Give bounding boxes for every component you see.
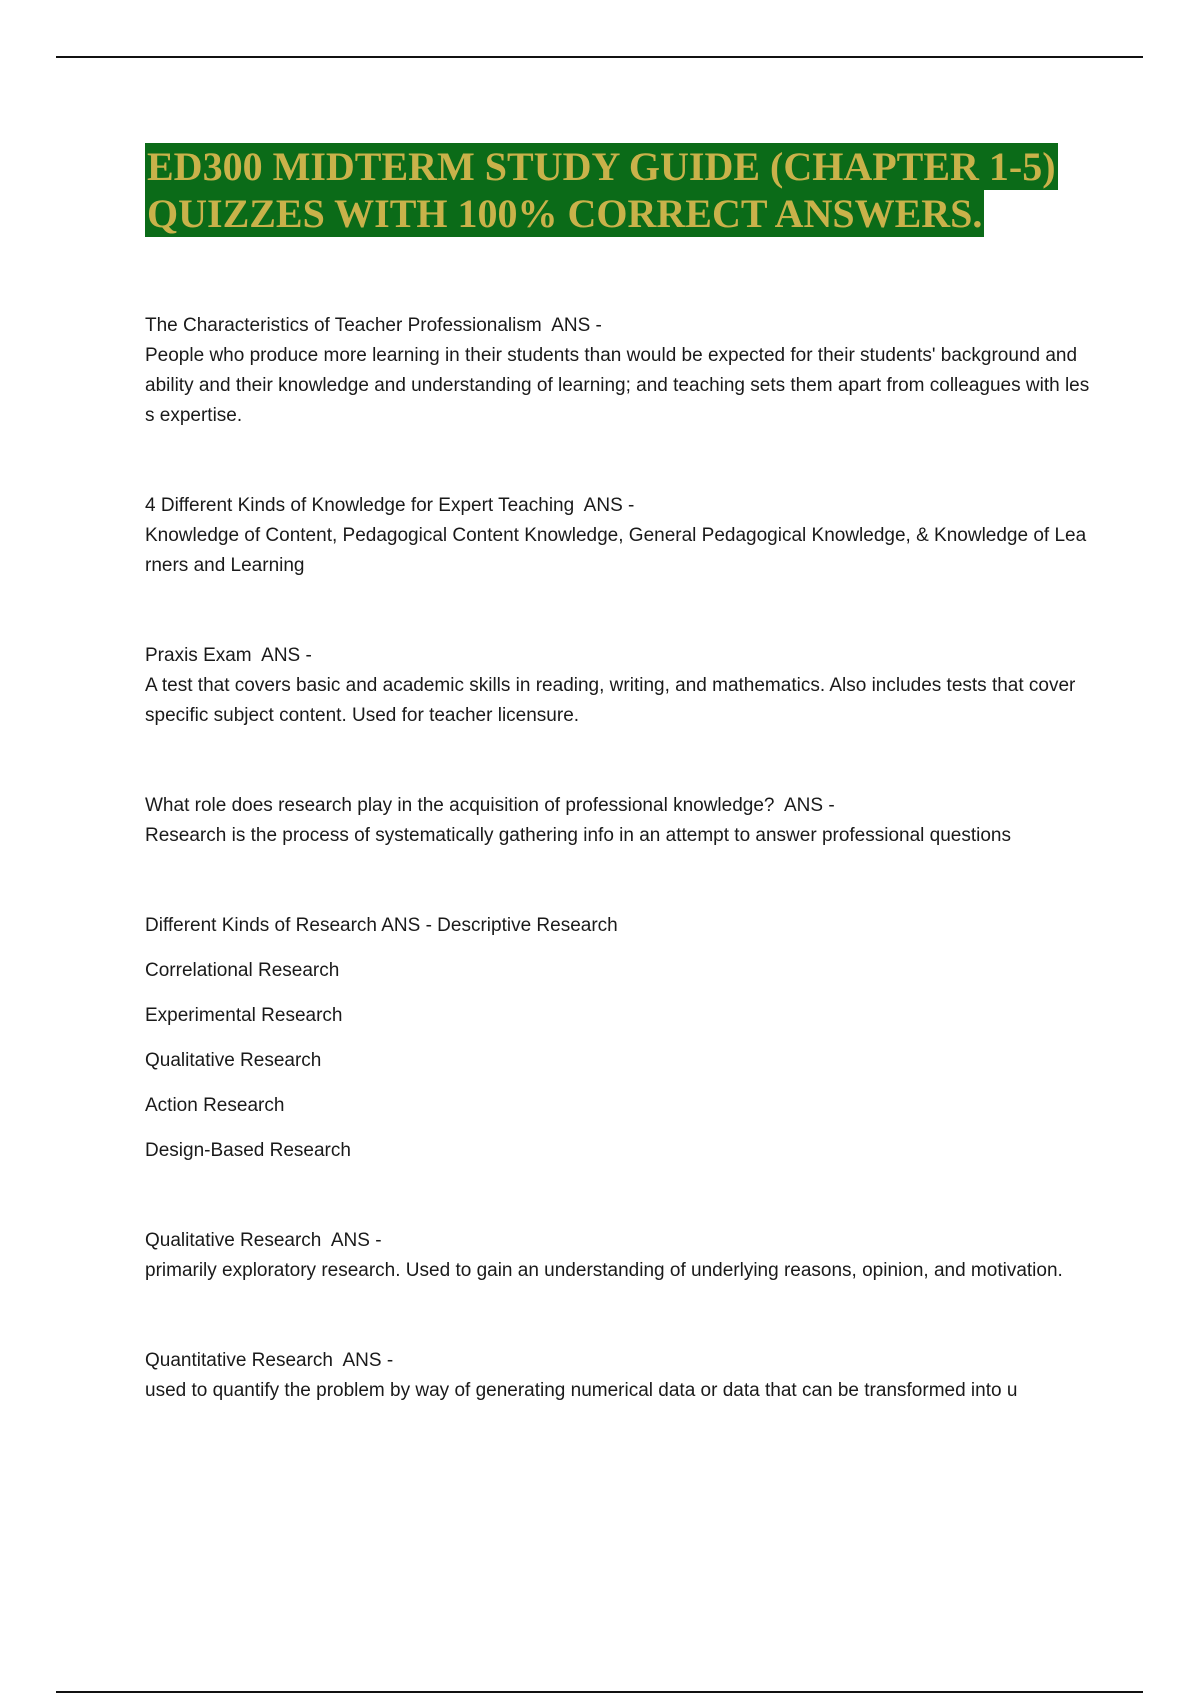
qa-entry [145,1226,1090,1286]
qa-entry [145,791,1090,851]
qa-entry [145,311,1090,431]
question-text: Praxis Exam ANS - [145,645,312,666]
header-rule [56,56,1143,58]
question-text: Quantitative Research ANS - [145,1350,394,1371]
title-line-2: QUIZZES WITH 100% CORRECT ANSWERS. [147,191,983,236]
document-body [145,311,1090,1406]
research-kinds-entry [145,911,1090,1166]
document-title [145,143,1075,237]
title-line-1: ED300 MIDTERM STUDY GUIDE (CHAPTER 1-5) [147,144,1056,189]
answer-text: primarily exploratory research. Used to gain an understanding of underlying reasons, opinion, and motivation. [145,1260,1063,1281]
question-text: Qualitative Research ANS - [145,1230,382,1251]
question-text: 4 Different Kinds of Knowledge for Expert Teaching ANS - [145,495,635,516]
answer-text: A test that covers basic and academic skills in reading, writing, and mathematics. Also includes tests that cover specific subject content. Used for teacher licensure. [145,675,1076,726]
footer-rule [56,1691,1143,1693]
research-kind-item: Design-Based Research [145,1140,351,1161]
qa-entry [145,641,1090,731]
question-text: What role does research play in the acquisition of professional knowledge? ANS - [145,795,835,816]
research-kind-item: Correlational Research [145,960,340,981]
research-kinds-heading: Different Kinds of Research ANS - Descriptive Research [145,915,618,936]
research-kind-item: Qualitative Research [145,1050,322,1071]
answer-text: People who produce more learning in their students than would be expected for their students' background and ability and their knowledge and understanding of learning; and teaching sets them apart from colleagues with less expertise. [145,345,1090,426]
answer-text: used to quantify the problem by way of generating numerical data or data that can be transformed into u [145,1380,1018,1401]
research-kind-item: Action Research [145,1095,285,1116]
question-text: The Characteristics of Teacher Professionalism ANS - [145,315,602,336]
answer-text: Knowledge of Content, Pedagogical Content Knowledge, General Pedagogical Knowledge, & Knowledge of Learners and Learning [145,525,1087,576]
research-kind-item: Experimental Research [145,1005,343,1026]
qa-entry [145,491,1090,581]
qa-entry [145,1346,1090,1406]
answer-text: Research is the process of systematically gathering info in an attempt to answer professional questions [145,825,1012,846]
